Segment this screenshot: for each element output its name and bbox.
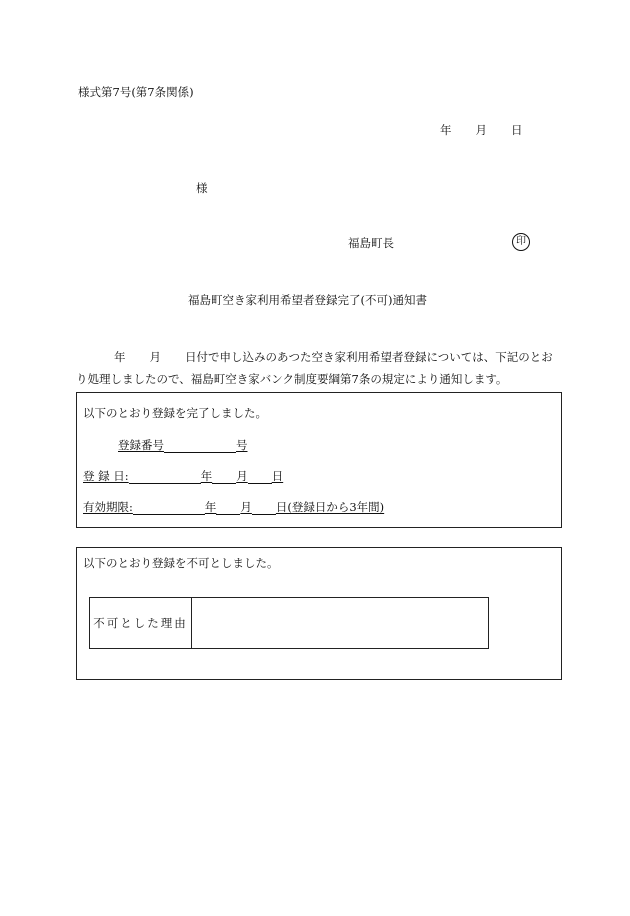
rejection-heading: 以下のとおり登録を不可としました。 <box>83 556 279 570</box>
body-year: 年 <box>114 350 126 364</box>
registration-date-day: 日 <box>271 469 284 483</box>
registration-date-year: 年 <box>200 469 213 483</box>
issue-date <box>440 122 523 138</box>
expiry-blank-month <box>216 500 240 515</box>
registration-number-row <box>118 437 248 453</box>
expiry-blank <box>133 500 205 515</box>
rejection-reason-label: 不可とした理由 <box>90 598 192 648</box>
body-month: 月 <box>149 350 161 364</box>
rejection-reason-field[interactable] <box>192 598 488 648</box>
recipient-honorific: 様 <box>196 181 208 195</box>
form-number: 様式第7号(第7条関係) <box>78 85 194 99</box>
registration-date-month: 月 <box>236 469 248 483</box>
issue-date-month: 月 <box>475 123 487 137</box>
registration-date-blank-day <box>248 469 272 484</box>
issue-date-year: 年 <box>440 123 452 137</box>
approval-box <box>76 392 562 528</box>
notice-body <box>76 346 556 390</box>
body-text: 日付で申し込みのあつた空き家利用希望者登録については、下記のとおり処理しましたので、福島町空き家バンク制度要綱第7条の規定により通知します。 <box>76 350 553 386</box>
issue-date-day: 日 <box>511 123 523 137</box>
registration-number-suffix: 号 <box>236 438 248 452</box>
seal-mark: 印 <box>512 233 530 251</box>
registration-date-row <box>83 468 283 484</box>
sender-name: 福島町長 <box>348 236 394 250</box>
registration-number-label: 登録番号 <box>118 438 164 452</box>
approval-heading: 以下のとおり登録を完了しました。 <box>83 406 267 420</box>
registration-date-blank <box>129 469 201 484</box>
document-title: 福島町空き家利用希望者登録完了(不可)通知書 <box>188 293 427 307</box>
expiry-year: 年 <box>204 500 217 514</box>
expiry-month: 月 <box>240 500 252 514</box>
expiry-blank-day <box>252 500 276 515</box>
registration-date-blank-month <box>212 469 236 484</box>
registration-number-blank <box>164 438 236 453</box>
expiry-row <box>83 499 384 515</box>
rejection-reason-table <box>89 597 489 649</box>
expiry-label: 有効期限: <box>83 500 133 514</box>
expiry-note: 日(登録日から3年間) <box>275 500 385 514</box>
registration-date-label: 登 録 日: <box>83 469 129 483</box>
